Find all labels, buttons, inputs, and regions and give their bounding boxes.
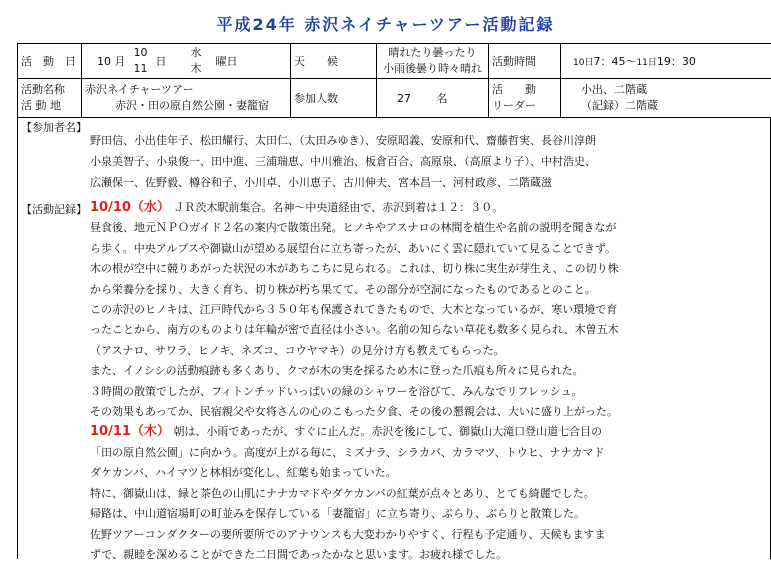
- date-label: 活 動 日: [18, 44, 82, 79]
- record-line: また、イノシシの活動痕跡も多くあり、クマが木の実を採るため木に登った爪痕も所々に見られた。: [90, 361, 770, 381]
- participant-list: [90, 130, 770, 193]
- record-line: 10/10（水） ＪＲ茨木駅前集合。名神～中央道経由で、赤沢到着は１２：３０。: [90, 198, 770, 218]
- participants-section-label: 【参加者名】: [21, 119, 87, 135]
- record-line: 帰路は、中山道宿場町の町並みを保存している「妻籠宿」に立ち寄り、ぶらり、ぶらりと散策した。: [90, 504, 770, 524]
- page-title: 平成24年 赤沢ネイチャーツアー活動記録: [0, 12, 771, 35]
- report-body: [17, 117, 771, 559]
- record-line: 昼食後、地元ＮＰＯガイド２名の案内で散策出発。ヒノキやアスナロの林間を植生や名前の説明を聞きなが: [90, 218, 770, 238]
- record-line: ずで、親睦を深めることができた二日間であったかなと思います。お疲れ様でした。: [90, 545, 770, 565]
- weather-label: 天 候: [291, 44, 377, 79]
- time-label: 活動時間: [489, 44, 561, 79]
- day2-date: 10/11（木）: [90, 424, 170, 439]
- record-section-label: 【活動記録】: [21, 201, 87, 217]
- record-line: から栄養分を採り、大きく育ち、切り株が朽ち果てて、その部分が空洞になったものであるとのこと。: [90, 280, 770, 300]
- date-value: 10 月 10 11 日 水 木 曜日: [82, 44, 291, 79]
- record-line: ったことから、南方のものよりは年輪が密で直径は小さい。名前の知らない草花も数多く見られ、木曽五木: [90, 320, 770, 340]
- participants-label: 参加人数: [291, 79, 377, 118]
- record-line: ３時間の散策でしたが、フィトンチッドいっぱいの緑のシャワーを浴びて、みんなでリフレッシュ。: [90, 382, 770, 402]
- record-line: 木の根が空中に競りあがった状況の木があちこちに見られる。これは、切り株に実生が芽生え、この切り株: [90, 259, 770, 279]
- record-line: 10/11（木） 朝は、小雨であったが、すぐに止んだ。赤沢を後にして、御嶽山大滝口登山道七合目の: [90, 422, 770, 442]
- day1-date: 10/10（水）: [90, 200, 170, 215]
- record-line: 佐野ツアーコンダクターの要所要所でのアナウンスも大変わかりやすく、行程も予定通り、天候もますま: [90, 525, 770, 545]
- participant-line: 広瀬保一、佐野毅、樽谷和子、小川卓、小川恵子、古川伸夫、宮本昌一、河村政彦、二階蔵滋: [90, 172, 770, 193]
- record-line: （アスナロ、サワラ、ヒノキ、ネズコ、コウヤマキ）の見分け方も教えてもらった。: [90, 341, 770, 361]
- leader-value: 小出、二階蔵 （記録）二階蔵: [561, 79, 771, 118]
- record-line: その効果もあってか、民宿親父や女将さんの心のこもった夕食、その後の懇親会は、大いに盛り上がった。: [90, 402, 770, 422]
- record-line: ダケカンバ、ハイマツと林相が変化し、紅葉も始まっていた。: [90, 463, 770, 483]
- participant-line: 野田信、小出佳年子、松田耀行、太田仁、（太田みゆき）、安原昭義、安原和代、齋藤哲実、長谷川淳朗: [90, 130, 770, 151]
- activity-name-value: 赤沢ネイチャーツアー 赤沢・田の原自然公園・妻籠宿: [82, 79, 291, 118]
- record-line: 「田の原自然公園」に向かう。高度が上がる毎に、ミズナラ、シラカバ、カラマツ、トウヒ、ナナカマド: [90, 443, 770, 463]
- record-line: ら歩く。中央アルプスや御嶽山が望める展望台に立ち寄ったが、あいにく雲に隠れていて見ることできず。: [90, 239, 770, 259]
- activity-record: [90, 198, 770, 565]
- activity-name-label: 活動名称 活 動 地: [18, 79, 82, 118]
- participant-line: 小泉美智子、小泉俊一、田中進、三浦瑞恵、中川雅治、板倉百合、高原泉、（高原より子）、中村浩史、: [90, 151, 770, 172]
- record-line: 特に、御嶽山は、緑と茶色の山肌にナナカマドやダケカンバの紅葉が点々とあり、とても綺麗でした。: [90, 484, 770, 504]
- weather-value: 晴れたり曇ったり 小雨後曇り時々晴れ: [377, 44, 489, 79]
- record-line: この赤沢のヒノキは、江戸時代から３５０年も保護されてきたもので、大木となっているが、寒い環境で育: [90, 300, 770, 320]
- time-value: 10日7：45～11日19：30: [561, 44, 771, 79]
- leader-label: 活 動 リーダー: [489, 79, 561, 118]
- participants-value: 27 名: [377, 79, 489, 118]
- header-table: [17, 43, 771, 118]
